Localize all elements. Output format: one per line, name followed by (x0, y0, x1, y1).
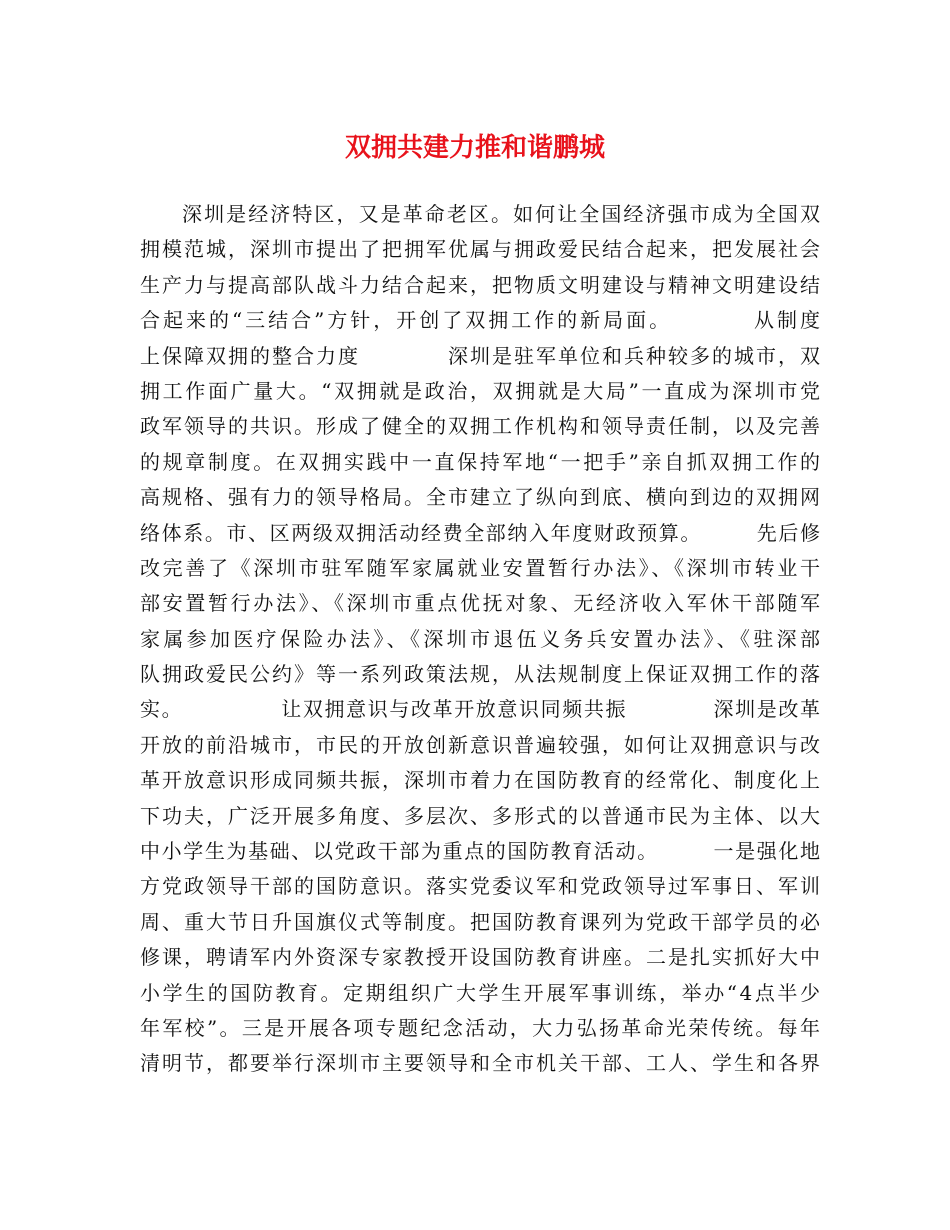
body-line: 开放的前沿城市，市民的开放创新意识普遍较强，如何让双拥意识与改 (140, 732, 822, 757)
body-line: 生产力与提高部队战斗力结合起来，把物质文明建设与精神文明建设结 (140, 272, 822, 297)
body-line: 拥模范城，深圳市提出了把拥军优属与拥政爱民结合起来，把发展社会 (140, 237, 822, 262)
body-line: 周、重大节日升国旗仪式等制度。把国防教育课列为党政干部学员的必 (140, 909, 822, 934)
body-line: 家属参加医疗保险办法》、《深圳市退伍义务兵安置办法》、《驻深部 (140, 626, 824, 651)
body-line: 络体系。市、区两级双拥活动经费全部纳入年度财政预算。 先后修 (140, 520, 822, 545)
body-line: 下功夫，广泛开展多角度、多层次、多形式的以普通市民为主体、以大 (140, 803, 822, 828)
document-title: 双拥共建力推和谐鹏城 (344, 133, 605, 163)
body-line: 方党政领导干部的国防意识。落实党委议军和党政领导过军事日、军训 (140, 874, 822, 899)
body-line: 部安置暂行办法》、《深圳市重点优抚对象、无经济收入军休干部随军 (140, 591, 823, 616)
document-body (140, 197, 824, 1082)
body-line: 革开放意识形成同频共振，深圳市着力在国防教育的经常化、制度化上 (140, 768, 822, 793)
body-line: 拥工作面广量大。“双拥就是政治，双拥就是大局”一直成为深圳市党 (140, 378, 823, 403)
body-line: 合起来的“三结合”方针，开创了双拥工作的新局面。 从制度 (140, 308, 823, 333)
body-line: 年军校”。三是开展各项专题纪念活动，大力弘扬革命光荣传统。每年 (140, 1015, 823, 1040)
body-line: 政军领导的共识。形成了健全的双拥工作机构和领导责任制，以及完善 (140, 414, 822, 439)
body-line: 清明节，都要举行深圳市主要领导和全市机关干部、工人、学生和各界 (140, 1051, 822, 1076)
body-line: 的规章制度。在双拥实践中一直保持军地“一把手”亲自抓双拥工作的 (140, 449, 823, 474)
body-line: 高规格、强有力的领导格局。全市建立了纵向到底、横向到边的双拥网 (140, 485, 822, 510)
body-line: 改完善了《深圳市驻军随军家属就业安置暂行办法》、《深圳市转业干 (140, 555, 823, 580)
body-line: 中小学生为基础、以党政干部为重点的国防教育活动。 一是强化地 (140, 839, 822, 864)
body-line: 小学生的国防教育。定期组织广大学生开展军事训练，举办“4点半少 (140, 980, 823, 1005)
body-line: 实。 让双拥意识与改革开放意识同频共振 深圳是改革 (140, 697, 822, 722)
body-line: 上保障双拥的整合力度 深圳是驻军单位和兵种较多的城市，双 (140, 343, 822, 368)
body-line: 队拥政爱民公约》等一系列政策法规，从法规制度上保证双拥工作的落 (140, 662, 822, 687)
body-line: 深圳是经济特区，又是革命老区。如何让全国经济强市成为全国双 (182, 202, 823, 226)
body-line: 修课，聘请军内外资深专家教授开设国防教育讲座。二是扎实抓好大中 (140, 945, 822, 970)
